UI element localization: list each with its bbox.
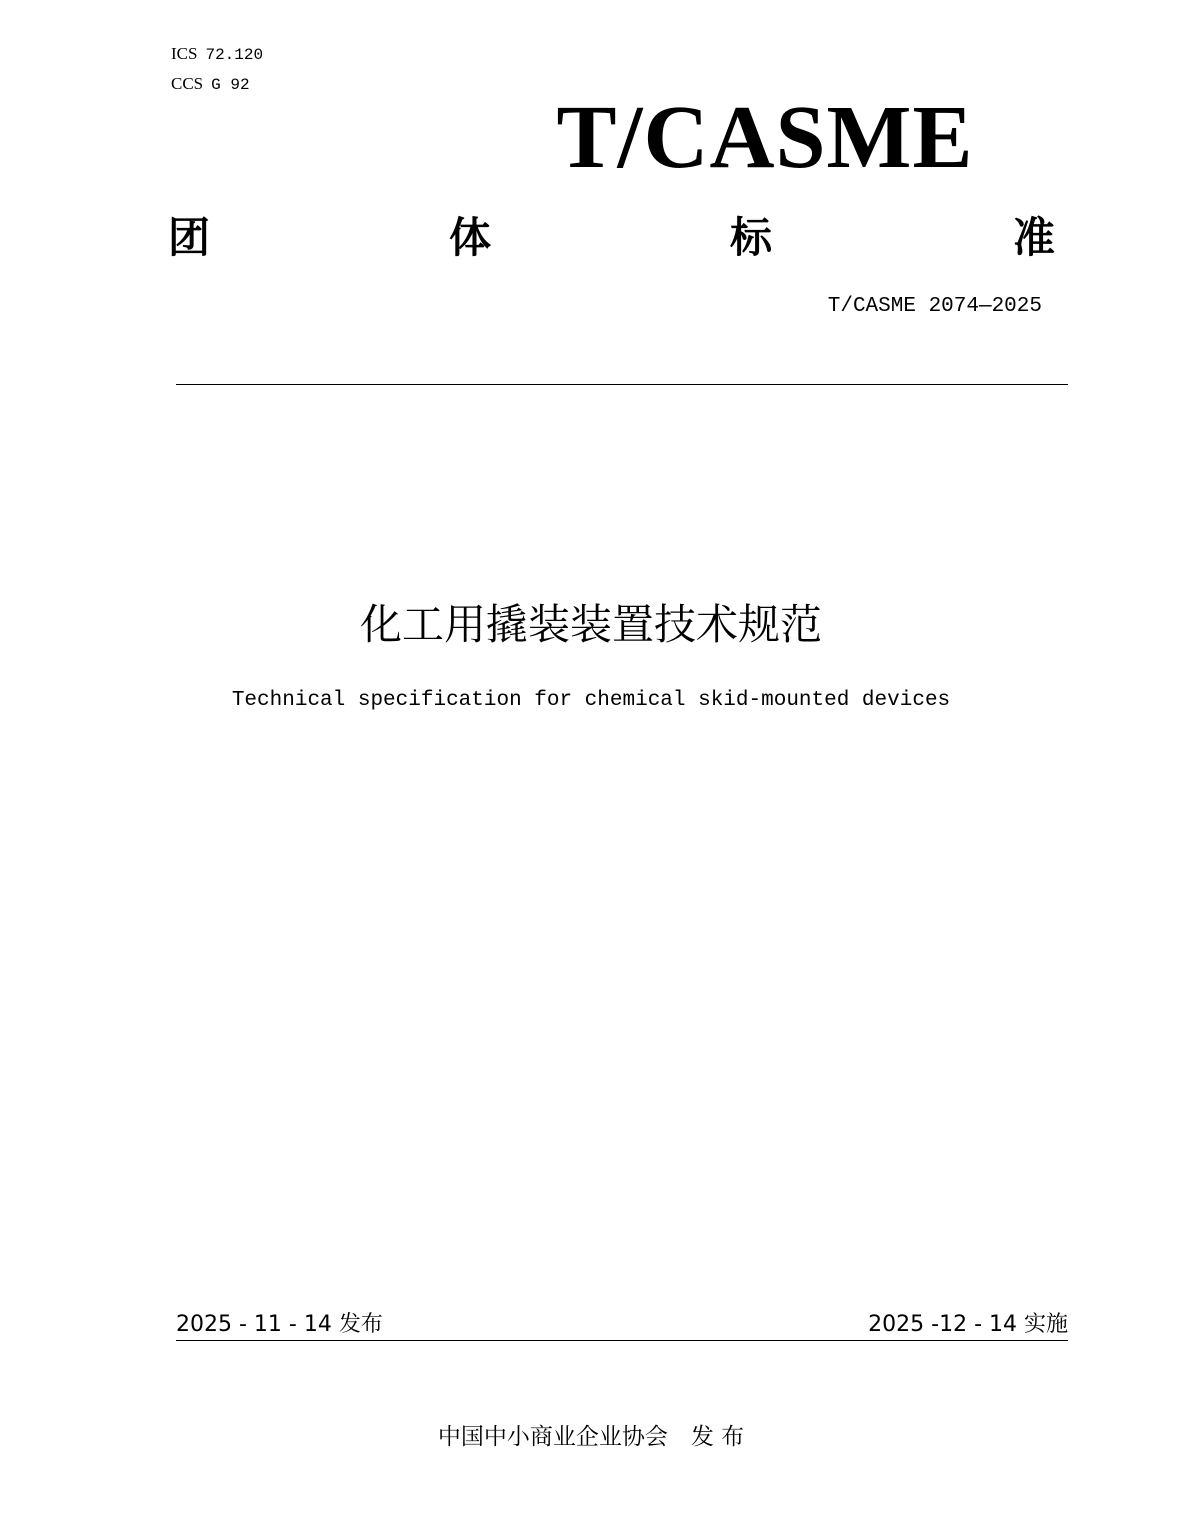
ics-label: ICS <box>171 44 198 63</box>
ics-value: 72.120 <box>205 46 264 64</box>
category-char-2: 体 <box>449 213 492 262</box>
document-number: T/CASME 2074—2025 <box>827 295 1042 318</box>
ccs-code <box>171 74 250 94</box>
ics-code <box>171 44 263 64</box>
category-char-4: 准 <box>1013 213 1056 262</box>
standard-brand-logo: T/CASME <box>556 88 974 187</box>
publisher: 中国中小商业企业协会 发 布 <box>437 1424 745 1450</box>
category-char-1: 团 <box>168 213 211 262</box>
effective-date: 2025 -12 - 14 实施 <box>868 1312 1068 1337</box>
footer-divider <box>176 1340 1068 1341</box>
category-char-3: 标 <box>730 213 773 262</box>
ccs-value: G 92 <box>211 76 250 94</box>
publish-date: 2025 - 11 - 14 发布 <box>176 1312 383 1337</box>
document-title-english: Technical specification for chemical skid-mounted devices <box>231 689 951 712</box>
header-divider <box>176 384 1068 385</box>
document-title-chinese: 化工用撬装装置技术规范 <box>359 600 822 649</box>
ccs-label: CCS <box>171 74 204 93</box>
